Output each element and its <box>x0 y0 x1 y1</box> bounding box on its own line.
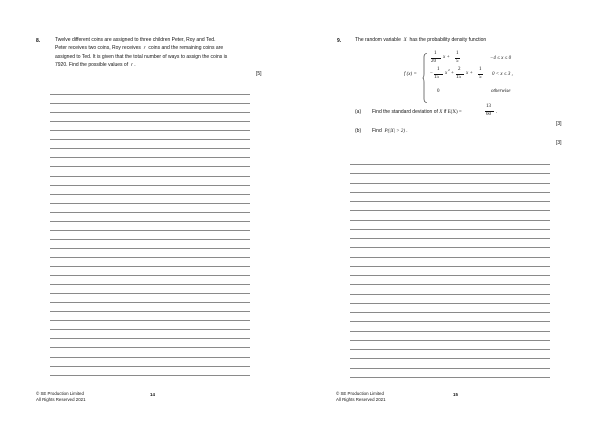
copyright: © SE Production Limited <box>336 391 384 396</box>
answer-line[interactable] <box>50 338 250 339</box>
pdf-case-1: 1 20 x + 1 5 <box>431 51 459 64</box>
answer-line[interactable] <box>50 203 250 204</box>
answer-line[interactable] <box>50 293 250 294</box>
answer-line[interactable] <box>50 103 250 104</box>
part-a-text: Find the standard deviation of X if E(X) = <box>372 109 462 115</box>
pdf-case-2-condition: 0 < x ≤ 3 , <box>492 72 513 77</box>
answer-line[interactable] <box>350 340 550 341</box>
answer-line[interactable] <box>50 357 250 358</box>
footer <box>36 391 86 403</box>
pdf-case-3-condition: otherwise <box>491 89 511 94</box>
answer-line[interactable] <box>50 230 250 231</box>
answer-line[interactable] <box>50 148 250 149</box>
question-line: Twelve different coins are assigned to three children Peter, Roy and Ted. <box>55 37 216 43</box>
question-line: 7920. Find the possible values of r . <box>55 62 136 68</box>
page-number: 15 <box>453 392 458 397</box>
answer-line[interactable] <box>50 121 250 122</box>
page-number: 14 <box>150 392 155 397</box>
answer-line[interactable] <box>350 183 550 184</box>
answer-line[interactable] <box>50 257 250 258</box>
answer-line[interactable] <box>350 368 550 369</box>
variable-r: r <box>130 63 133 68</box>
question-number: 8. <box>36 38 41 44</box>
answer-line[interactable] <box>50 275 250 276</box>
part-a-marks: [3] <box>556 121 562 127</box>
answer-line[interactable] <box>350 220 550 221</box>
answer-line[interactable] <box>50 266 250 267</box>
answer-line[interactable] <box>350 321 550 322</box>
answer-line[interactable] <box>350 377 550 378</box>
answer-line[interactable] <box>50 366 250 367</box>
answer-line[interactable] <box>50 166 250 167</box>
pdf-case-3: 0 <box>437 89 440 94</box>
answer-line[interactable] <box>50 130 250 131</box>
answer-line[interactable] <box>350 247 550 248</box>
question-8-text <box>55 36 285 70</box>
pdf-case-1-condition: −4 ≤ x ≤ 0 <box>490 56 512 61</box>
answer-line[interactable] <box>350 266 550 267</box>
pdf-case-2: − 1 15 x 2 + 2 15 x + 1 5 <box>430 67 482 80</box>
answer-line[interactable] <box>50 248 250 249</box>
question-9-intro: The random variable X has the probability density function <box>355 37 487 43</box>
answer-line[interactable] <box>350 173 550 174</box>
page-15: 9. The random variable X has the probability density function f (x) = 1 20 x + 1 5 −4 ≤ x ≤ 0 − 1 15 x 2 + 2 15 x + 1 5 0 < x ≤ 3 , 0 otherwise (a) Find the standard deviation of X if E(X) = 13 60 . [3] (b) Find P(|X| > 2) . [3] © SE Production Limited All Rights Reserved 2021 15 <box>336 37 562 402</box>
answer-line[interactable] <box>350 229 550 230</box>
answer-line[interactable] <box>350 201 550 202</box>
answer-line[interactable] <box>350 294 550 295</box>
answer-line[interactable] <box>50 239 250 240</box>
answer-line[interactable] <box>50 329 250 330</box>
answer-line[interactable] <box>50 94 250 95</box>
answer-line[interactable] <box>350 284 550 285</box>
answer-line[interactable] <box>350 275 550 276</box>
answer-line[interactable] <box>50 320 250 321</box>
part-b-label: (b) <box>355 128 362 134</box>
rights-reserved: All Rights Reserved 2021 <box>36 397 86 402</box>
question-line: assigned to Ted. It is given that the total number of ways to assign the coins is <box>55 54 228 60</box>
answer-line[interactable] <box>350 331 550 332</box>
answer-line[interactable] <box>50 375 250 376</box>
copyright: © SE Production Limited <box>36 391 84 396</box>
part-b-marks: [3] <box>556 140 562 146</box>
answer-line[interactable] <box>50 157 250 158</box>
answer-line[interactable] <box>50 194 250 195</box>
answer-line[interactable] <box>50 112 250 113</box>
question-number: 9. <box>337 38 342 44</box>
left-brace-icon <box>422 53 428 103</box>
answer-line[interactable] <box>350 303 550 304</box>
pdf-lhs: f (x) = <box>404 72 417 77</box>
variable-X: X <box>403 38 407 43</box>
part-b-text: Find P(|X| > 2) . <box>372 128 408 134</box>
answer-line[interactable] <box>50 311 250 312</box>
part-a-label: (a) <box>355 109 362 115</box>
answer-line[interactable] <box>50 302 250 303</box>
question-line: Peter receives two coins, Roy receives r coins and the remaining coins are <box>55 45 224 51</box>
footer <box>336 391 386 403</box>
answer-line[interactable] <box>350 238 550 239</box>
answer-line[interactable] <box>50 185 250 186</box>
variable-r: r <box>143 46 146 51</box>
answer-line[interactable] <box>350 192 550 193</box>
answer-line[interactable] <box>50 212 250 213</box>
answer-line[interactable] <box>350 312 550 313</box>
answer-line[interactable] <box>50 139 250 140</box>
answer-line[interactable] <box>50 176 250 177</box>
marks: [5] <box>256 71 262 77</box>
answer-line[interactable] <box>50 284 250 285</box>
answer-line[interactable] <box>350 164 550 165</box>
answer-line[interactable] <box>350 257 550 258</box>
answer-line[interactable] <box>50 221 250 222</box>
answer-line[interactable] <box>350 358 550 359</box>
answer-line[interactable] <box>350 349 550 350</box>
part-a-fraction: 13 60 <box>485 104 495 120</box>
answer-line[interactable] <box>50 347 250 348</box>
rights-reserved: All Rights Reserved 2021 <box>336 397 386 402</box>
answer-line[interactable] <box>350 210 550 211</box>
